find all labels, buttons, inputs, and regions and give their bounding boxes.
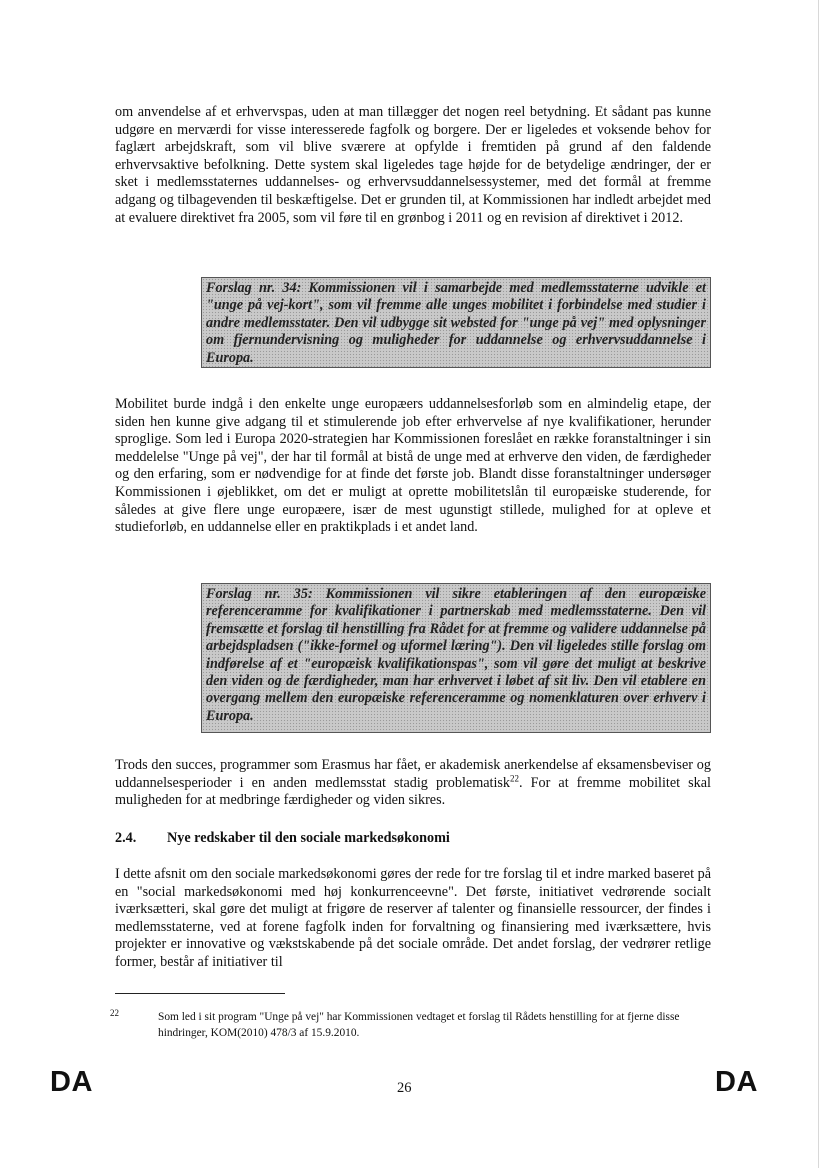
body-paragraph: I dette afsnit om den sociale markedsøkonomi gøres der rede for tre forslag til et indre marked baseret på en "social markedsøkonomi med høj konkurrenceevne". Det første, initiativet vedrørende socialt iværksætteri, skal gøre det muligt at frigøre de reserver af talenter og finansielle ressourcer, der findes i medlemsstaterne, ved at forene fagfolk inden for forvaltning og finansiering med iværksættere, hvis projekter er innovative og vækstskabende på det sociale område. Det andet forslag, der vedrører retlige former, består af initiativer til xyxy=(115,866,711,970)
paragraph-text: . For at fremme mobilitet skal muligheden for at medbringe færdigheder og viden sikres. xyxy=(115,774,711,809)
section-title: Nye redskaber til den sociale markedsøkonomi xyxy=(167,830,450,846)
language-code-right: DA xyxy=(715,1066,758,1098)
page-edge xyxy=(818,0,819,1168)
proposal-box: Forslag nr. 35: Kommissionen vil sikre etableringen af den europæiske referenceramme for kvalifikationer i partnerskab med medlemsstaterne. Den vil fremsætte et forslag til henstilling fra Rådet for at fremme og validere uddannelse på arbejdspladsen ("ikke-formel og uformel læring"). Den vil ligeledes stille forslag om indførelse af et "europæisk kvalifikationspas", som vil gøre det muligt at beskrive den viden og de færdigheder, man har erhvervet i løbet af sit liv. Den vil etablere en overgang mellem den europæiske referenceramme og nomenklaturen over erhverv i Europa. xyxy=(201,583,711,733)
footnote-reference: 22 xyxy=(510,772,520,783)
page-number: 26 xyxy=(397,1080,412,1096)
section-number: 2.4. xyxy=(115,830,137,846)
section-heading xyxy=(115,830,450,847)
paragraph-text: Trods den succes, programmer som Erasmus har fået, er akademisk anerkendelse af eksamensbeviser og uddannelsesperioder i en anden medlemsstat stadig problematisk xyxy=(115,757,711,791)
body-paragraph xyxy=(115,757,711,810)
language-code-left: DA xyxy=(50,1066,93,1098)
proposal-box: Forslag nr. 34: Kommissionen vil i samarbejde med medlemsstaterne udvikle et "unge på vej-kort", som vil fremme alle unges mobilitet i forbindelse med studier i andre medlemsstater. Den vil udbygge sit websted for "unge på vej" med oplysninger om fjernundervisning og muligheder for uddannelse og erhvervsuddannelse i Europa. xyxy=(201,277,711,368)
body-paragraph: Mobilitet burde indgå i den enkelte unge europæers uddannelsesforløb som en almindelig etape, der siden hen kunne give adgang til et stimulerende job efter erhvervelse af nye kvalifikationer, herunder sproglige. Som led i Europa 2020-strategien har Kommissionen foreslået en række foranstaltninger i sin meddelelse "Unge på vej", der har til formål at bistå de unge med at erhverve den viden, de færdigheder og den erfaring, som er nødvendige for at finde det første job. Blandt disse foranstaltninger undersøger Kommissionen i øjeblikket, om det er muligt at oprette mobilitetslån til europæiske studerende, for således at give flere unge europæere, især de mest ugunstigt stillede, mulighed for at opleve et studieforløb, en uddannelse eller en praktikplads i et andet land. xyxy=(115,396,711,536)
footnote-separator xyxy=(115,993,285,994)
footnote-number: 22 xyxy=(110,1008,119,1018)
footnote-text: Som led i sit program "Unge på vej" har Kommissionen vedtaget et forslag til Rådets henstilling for at fjerne disse hindringer, KOM(2010) 478/3 af 15.9.2010. xyxy=(158,1011,680,1039)
body-paragraph: om anvendelse af et erhvervspas, uden at man tillægger det nogen reel betydning. Et sådant pas kunne udgøre en merværdi for visse interesserede fagfolk og borgere. Der er ligeledes et voksende behov for faglært arbejdskraft, som vil blive sværere at opfylde i fremtiden på grund af den faldende erhvervsaktive befolkning. Dette system skal ligeledes tage højde for de betydelige ændringer, der er sket i medlemsstaternes uddannelses- og erhvervsuddannelsessystemer, med det formål at fremme adgang og tilbagevenden til beskæftigelse. Det er grunden til, at Kommissionen har indledt arbejdet med at evaluere direktivet fra 2005, som vil føre til en grønbog i 2011 og en revision af direktivet i 2012. xyxy=(115,104,711,226)
